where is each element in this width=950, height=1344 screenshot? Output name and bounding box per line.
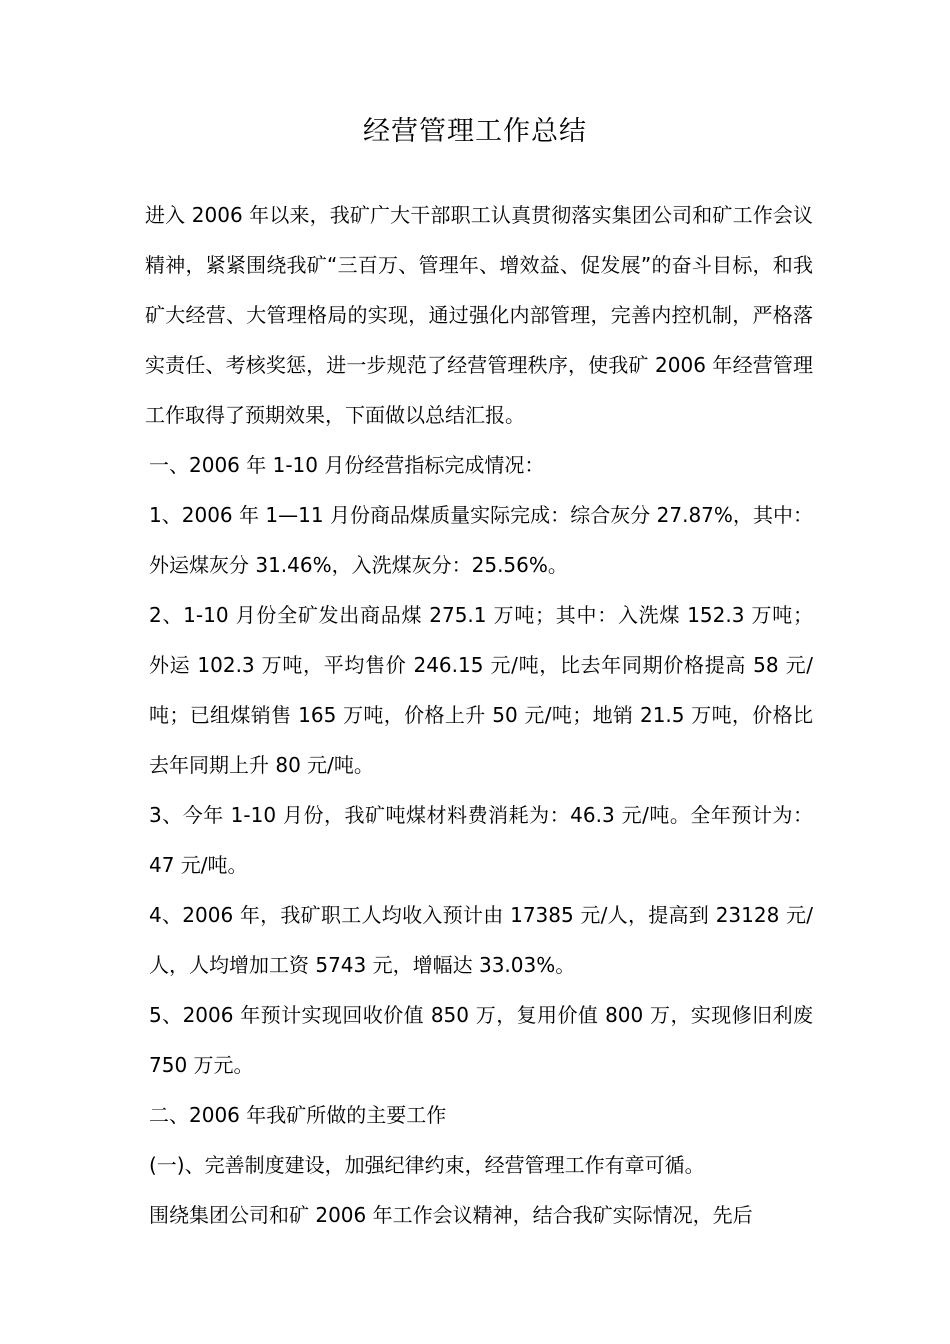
paragraph-intro: 进入 2006 年以来，我矿广大干部职工认真贯彻落实集团公司和矿工作会议精神，紧紧围绕我矿“三百万、管理年、增效益、促发展”的奋斗目标，和我矿大经营、大管理格局的实现，通过强化内部管理，完善内控机制，严格落实责任、考核奖惩，进一步规范了经营管理秩序，使我矿 2006 年经营管理工作取得了预期效果，下面做以总结汇报。: [145, 203, 813, 427]
section-heading-1: 一、2006 年 1-10 月份经营指标完成情况：: [149, 453, 545, 477]
section-heading-2: 二、2006 年我矿所做的主要工作: [149, 1103, 447, 1127]
paragraph-subsection-text: 围绕集团公司和矿 2006 年工作会议精神，结合我矿实际情况，先后: [149, 1203, 753, 1227]
paragraph-item-2: 2、1-10 月份全矿发出商品煤 275.1 万吨；其中：入洗煤 152.3 万吨；外运 102.3 万吨，平均售价 246.15 元/吨，比去年同期价格提高 58 元/吨；已组煤销售 165 万吨，价格上升 50 元/吨；地销 21.5 万吨，价格比去年同期上升 80 元/吨。: [149, 603, 813, 777]
document-title: 经营管理工作总结: [363, 116, 587, 147]
document-body: [145, 190, 813, 1240]
paragraph-item-3: 3、今年 1-10 月份，我矿吨煤材料费消耗为：46.3 元/吨。全年预计为：47 元/吨。: [149, 803, 813, 877]
paragraph-item-1: 1、2006 年 1—11 月份商品煤质量实际完成：综合灰分 27.87%，其中：外运煤灰分 31.46%，入洗煤灰分：25.56%。: [149, 503, 813, 577]
paragraph-item-5: 5、2006 年预计实现回收价值 850 万，复用价值 800 万，实现修旧利废 750 万元。: [149, 1003, 813, 1077]
subsection-heading-1: (一)、完善制度建设，加强纪律约束，经营管理工作有章可循。: [149, 1153, 705, 1177]
paragraph-item-4: 4、2006 年，我矿职工人均收入预计由 17385 元/人，提高到 23128 元/人，人均增加工资 5743 元，增幅达 33.03%。: [149, 903, 813, 977]
